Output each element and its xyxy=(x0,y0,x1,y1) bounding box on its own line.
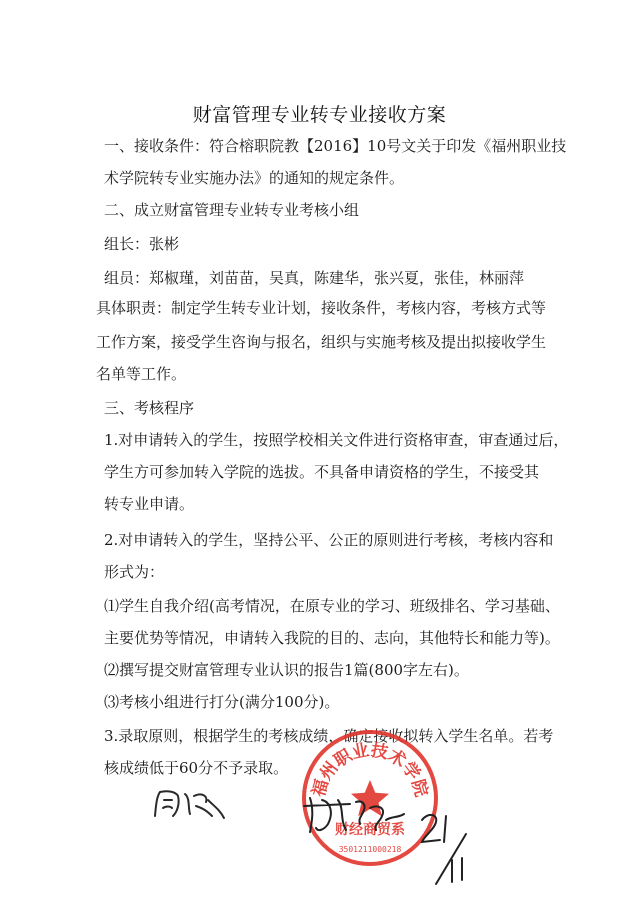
text-line: 组员：郑椒瑾，刘苗苗，吴真，陈建华，张兴夏，张佳，林丽萍 xyxy=(104,269,525,287)
text-line: 转专业申请。 xyxy=(104,495,195,513)
svg-text:福州职业技术学院: 福州职业技术学院 xyxy=(308,740,432,800)
text-line: ⑴学生自我介绍(高考情况，在原专业的学习、班级排名、学习基础、 xyxy=(104,597,560,615)
text-line: 1.对申请转入的学生，按照学校相关文件进行资格审查，审查通过后， xyxy=(104,431,569,449)
approval-signature xyxy=(150,786,230,826)
text-line: 主要优势等情况，申请转入我院的目的、志向，其他特长和能力等)。 xyxy=(104,629,560,647)
document-title: 财富管理专业转专业接收方案 xyxy=(192,104,447,126)
name-signature xyxy=(300,790,410,840)
text-line: 组长：张彬 xyxy=(104,235,180,253)
text-line: 形式为： xyxy=(104,563,165,581)
section-heading: 三、考核程序 xyxy=(104,399,195,417)
text-line: 2.对申请转入的学生，坚持公平、公正的原则进行考核，考核内容和 xyxy=(104,531,554,549)
text-line: 学生方可参加转入学院的选拔。不具备申请资格的学生，不接受其 xyxy=(104,463,540,481)
svg-text:3501211000218: 3501211000218 xyxy=(338,845,402,854)
text-line: ⑶考核小组进行打分(满分100分)。 xyxy=(104,693,340,711)
text-line: ⑵撰写提交财富管理专业认识的报告1篇(800字左右)。 xyxy=(104,661,469,679)
handwritten-date xyxy=(418,808,478,886)
text-line: 一、接收条件：符合榕职院教【2016】10号文关于印发《福州职业技 xyxy=(104,137,567,155)
text-line: 术学院转专业实施办法》的通知的规定条件。 xyxy=(104,169,405,187)
text-line: 核成绩低于60分不予录取。 xyxy=(104,759,289,777)
text-line: 3.录取原则，根据学生的考核成绩，确定接收拟转入学生名单。若考 xyxy=(104,727,554,745)
text-line: 具体职责：制定学生转专业计划，接收条件，考核内容，考核方式等 xyxy=(96,299,547,317)
text-line: 名单等工作。 xyxy=(96,365,187,383)
section-heading: 二、成立财富管理专业转专业考核小组 xyxy=(104,201,360,219)
svg-text:财经商贸系: 财经商贸系 xyxy=(335,822,405,838)
text-line: 工作方案，接受学生咨询与报名，组织与实施考核及提出拟接收学生 xyxy=(96,333,547,351)
